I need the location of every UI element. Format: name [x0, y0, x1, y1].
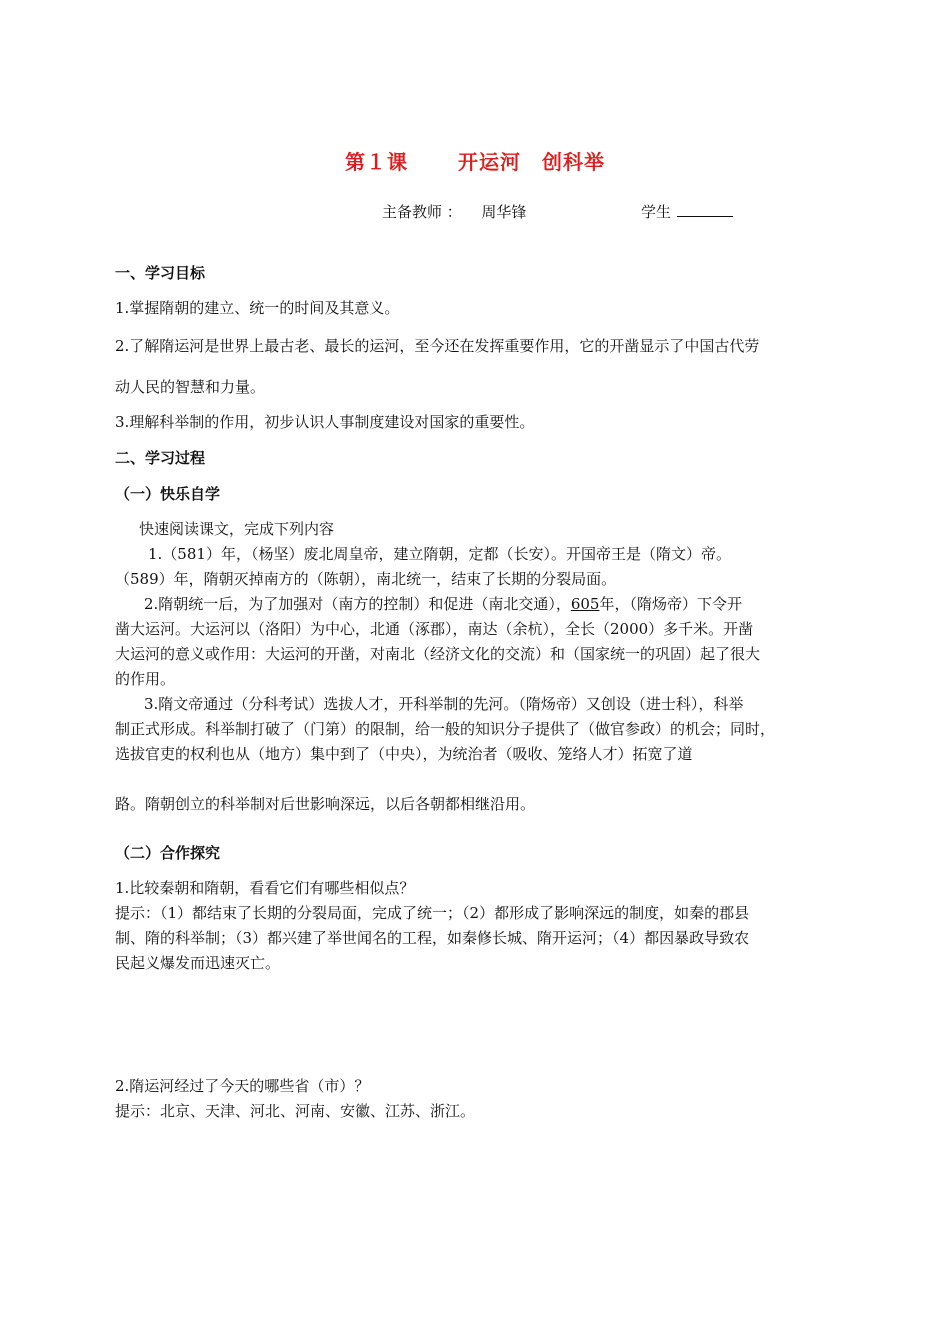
answer-line: 提示：（1）都结束了长期的分裂局面，完成了统一；（2）都形成了影响深远的制度，如秦的郡县	[115, 904, 750, 922]
answer-line: 提示：北京、天津、河北、河南、安徽、江苏、浙江。	[115, 1102, 476, 1120]
paragraph-line: （589）年，隋朝灭掉南方的（陈朝），南北统一，结束了长期的分裂局面。	[115, 570, 617, 588]
question-2: 2.隋运河经过了今天的哪些省（市）？	[115, 1077, 370, 1095]
answer-line: 制、隋的科举制；（3）都兴建了举世闻名的工程，如秦修长城、隋开运河；（4）都因暴政导致农	[115, 929, 750, 947]
teacher-label: 主备教师 ：	[382, 203, 462, 221]
objective-item: 2.了解隋运河是世界上最古老、最长的运河，至今还在发挥重要作用，它的开凿显示了中国古代劳	[115, 337, 760, 355]
subsection-heading-cooperation: （二）合作探究	[115, 844, 221, 862]
page-title	[0, 146, 950, 175]
section-heading-process: 二、学习过程	[115, 449, 206, 467]
paragraph-line: 路。隋朝创立的科举制对后世影响深远，以后各朝都相继沿用。	[115, 795, 536, 813]
objective-item: 1.掌握隋朝的建立、统一的时间及其意义。	[115, 299, 400, 317]
question-1: 1.比较秦朝和隋朝，看看它们有哪些相似点？	[115, 879, 415, 897]
paragraph-line: 3.隋文帝通过（分科考试）选拔人才，开科举制的先河。（隋炀帝）又创设（进士科），科举	[144, 695, 744, 713]
student-line	[641, 201, 733, 222]
student-label: 学生	[641, 203, 672, 221]
paragraph-line	[144, 593, 742, 614]
student-name-blank[interactable]	[677, 202, 733, 217]
underlined-year: 605	[570, 595, 600, 613]
objective-item: 3.理解科举制的作用，初步认识人事制度建设对国家的重要性。	[115, 413, 535, 431]
teacher-line	[382, 201, 526, 222]
lesson-name: 开运河 创科举	[457, 150, 605, 174]
objective-item: 动人民的智慧和力量。	[115, 378, 266, 396]
teacher-name: 周华锋	[481, 203, 527, 221]
paragraph-line: 的作用。	[115, 670, 176, 688]
paragraph-line: 1.（581）年，（杨坚）废北周皇帝，建立隋朝，定都（长安）。开国帝王是（隋文）帝。	[148, 545, 731, 563]
lesson-number: 第１课	[345, 150, 409, 174]
section-heading-objectives: 一、学习目标	[115, 264, 206, 282]
paragraph-line: 凿大运河。大运河以（洛阳）为中心，北通（涿郡），南达（余杭），全长（2000）多千米。开凿	[115, 620, 754, 638]
paragraph-line: 大运河的意义或作用：大运河的开凿，对南北（经济文化的交流）和（国家统一的巩固）起了很大	[115, 645, 761, 663]
paragraph-line: 制正式形成。科举制打破了（门第）的限制，给一般的知识分子提供了（做官参政）的机会；同时，	[115, 720, 776, 738]
answer-line: 民起义爆发而迅速灭亡。	[115, 954, 281, 972]
p2-text-b: 年，（隋炀帝）下令开	[599, 595, 742, 613]
paragraph-line: 选拔官吏的权利也从（地方）集中到了（中央），为统治者（吸收、笼络人才）拓宽了道	[115, 745, 693, 763]
p2-text-a: 2.隋朝统一后，为了加强对（南方的控制）和促进（南北交通），	[144, 595, 571, 613]
self-study-intro: 快速阅读课文，完成下列内容	[139, 520, 335, 538]
subsection-heading-self-study: （一）快乐自学	[115, 485, 221, 503]
